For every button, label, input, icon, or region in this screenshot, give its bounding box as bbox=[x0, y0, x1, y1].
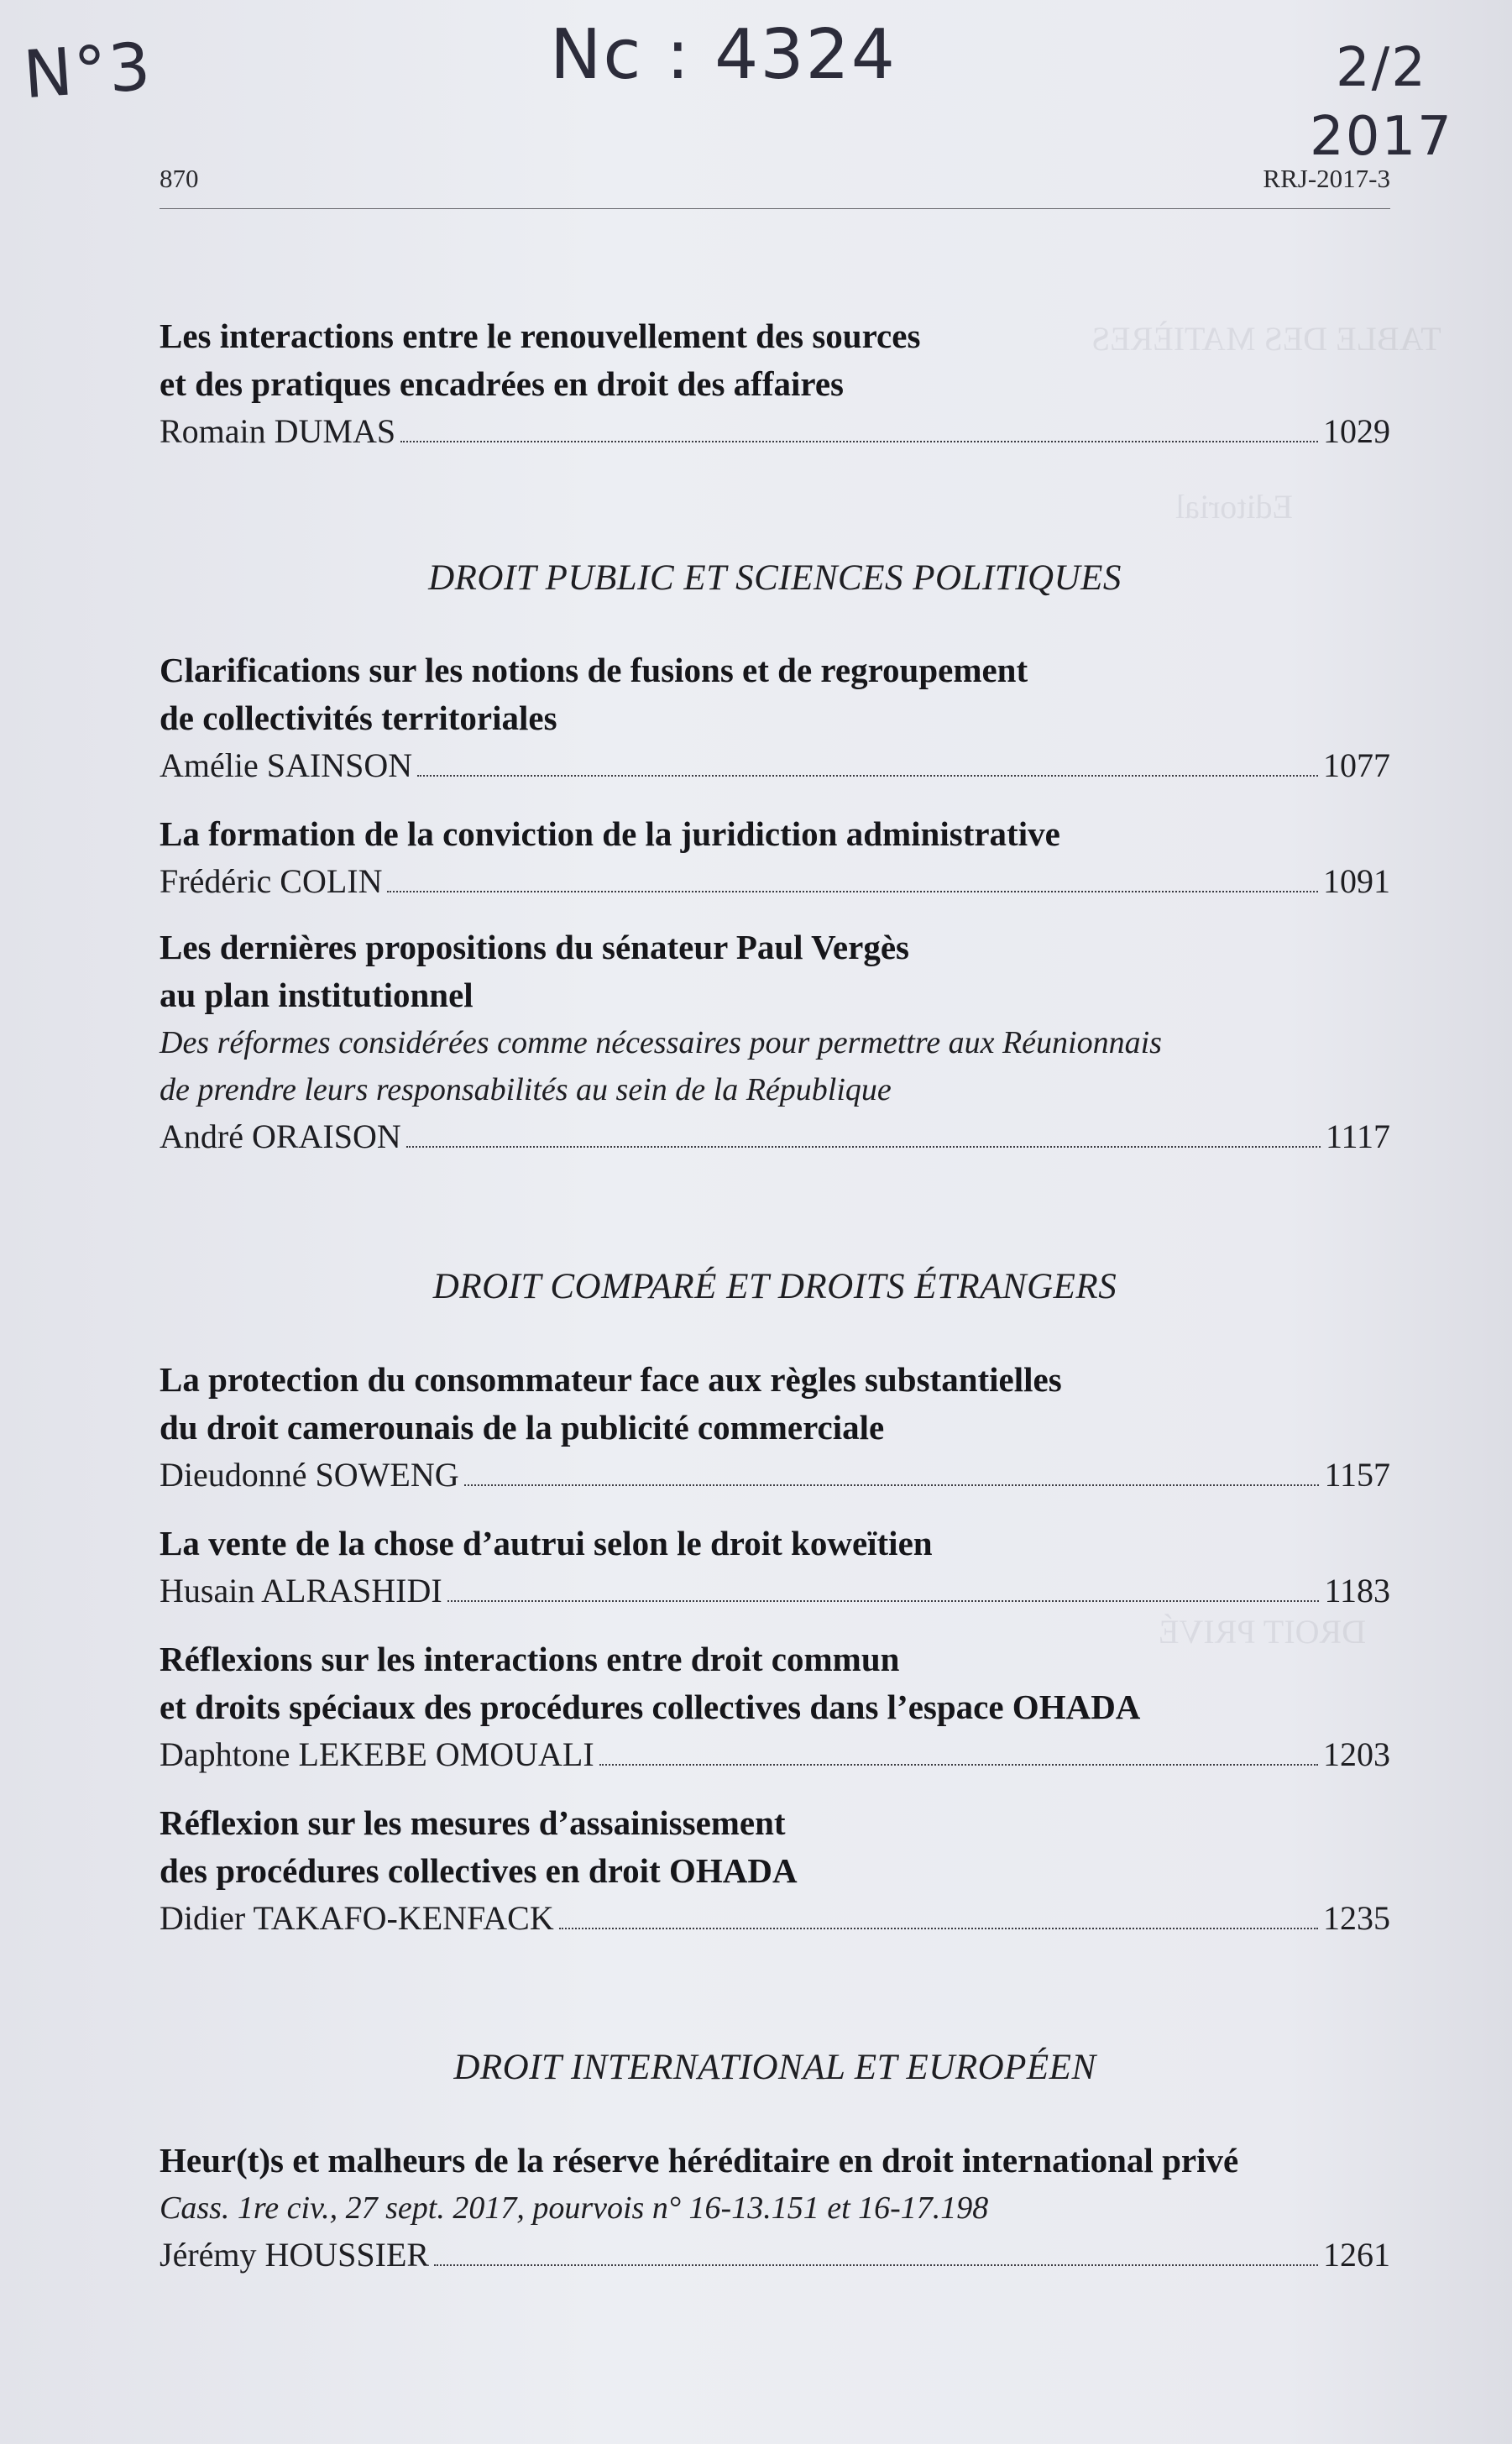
toc-entry bbox=[160, 1799, 1390, 1942]
handwritten-number-mark: N°3 bbox=[21, 29, 154, 114]
entry-title: Réflexions sur les interactions entre droit commun bbox=[160, 1640, 900, 1678]
toc-entry bbox=[160, 810, 1390, 905]
entry-author-line bbox=[160, 1731, 1390, 1778]
header-page-number: 870 bbox=[160, 164, 199, 193]
entry-author-line bbox=[160, 1113, 1390, 1160]
entry-page-number: 1117 bbox=[1325, 1117, 1390, 1155]
entry-author: Didier TAKAFO-KENFACK bbox=[160, 1899, 554, 1937]
entry-title: Heur(t)s et malheurs de la réserve héréditaire en droit international privé bbox=[160, 2141, 1239, 2180]
leader-dots bbox=[406, 1145, 1321, 1148]
leader-dots bbox=[387, 890, 1318, 892]
leader-dots bbox=[559, 1927, 1318, 1929]
entry-page-number: 1157 bbox=[1324, 1456, 1390, 1494]
entry-author: Romain DUMAS bbox=[160, 412, 396, 450]
entry-title: et des pratiques encadrées en droit des affaires bbox=[160, 364, 844, 403]
leader-dots bbox=[400, 440, 1318, 442]
leader-dots bbox=[447, 1599, 1320, 1602]
section-heading: DROIT COMPARÉ ET DROITS ÉTRANGERS bbox=[432, 1267, 1117, 1306]
entry-page-number: 1077 bbox=[1323, 746, 1390, 784]
leader-dots bbox=[417, 774, 1318, 777]
entry-subtitle: Des réformes considérées comme nécessaires pour permettre aux Réunionnais bbox=[160, 1025, 1162, 1060]
toc-entry bbox=[160, 312, 1390, 455]
entry-page-number: 1091 bbox=[1323, 862, 1390, 900]
entry-page-number: 1183 bbox=[1324, 1572, 1390, 1609]
header-rule bbox=[160, 208, 1390, 209]
entry-title: et droits spéciaux des procédures collectives dans l’espace OHADA bbox=[160, 1688, 1141, 1726]
toc-entry bbox=[160, 1520, 1390, 1615]
entry-author-line bbox=[160, 1452, 1390, 1499]
leader-dots bbox=[434, 2263, 1318, 2266]
handwritten-date-top: 2/2 bbox=[1335, 37, 1427, 99]
entry-author: André ORAISON bbox=[160, 1117, 401, 1155]
entry-title: La protection du consommateur face aux règles substantielles bbox=[160, 1360, 1062, 1399]
show-through-text: DROIT PRIVÉ bbox=[1159, 1613, 1367, 1651]
show-through-text: TABLE DES MATIÈRES bbox=[1091, 320, 1441, 358]
entry-page-number: 1203 bbox=[1323, 1735, 1390, 1773]
leader-dots bbox=[599, 1763, 1318, 1766]
entry-author: Jérémy HOUSSIER bbox=[160, 2236, 430, 2274]
entry-page-number: 1235 bbox=[1323, 1899, 1390, 1937]
handwritten-date-bottom: 2017 bbox=[1310, 106, 1453, 168]
entry-author-line bbox=[160, 408, 1390, 455]
entry-subtitle: Cass. 1re civ., 27 sept. 2017, pourvois n° 16-13.151 et 16-17.198 bbox=[160, 2190, 989, 2226]
section-heading: DROIT INTERNATIONAL ET EUROPÉEN bbox=[453, 2048, 1096, 2087]
entry-title: Les dernières propositions du sénateur Paul Vergès bbox=[160, 928, 909, 966]
entry-title: La formation de la conviction de la juridiction administrative bbox=[160, 814, 1060, 853]
entry-author-line bbox=[160, 1567, 1390, 1615]
entry-title: Les interactions entre le renouvellement des sources bbox=[160, 317, 921, 355]
entry-author: Dieudonné SOWENG bbox=[160, 1456, 459, 1494]
leader-dots bbox=[464, 1484, 1320, 1486]
entry-author: Amélie SAINSON bbox=[160, 746, 413, 784]
entry-page-number: 1261 bbox=[1323, 2236, 1390, 2274]
handwritten-date-mark bbox=[1310, 34, 1453, 171]
entry-title: La vente de la chose d’autrui selon le droit koweïtien bbox=[160, 1524, 933, 1562]
entry-page-number: 1029 bbox=[1323, 412, 1390, 450]
entry-title: Réflexion sur les mesures d’assainissement bbox=[160, 1803, 786, 1842]
toc-entry bbox=[160, 1356, 1390, 1499]
header-journal-ref: RRJ-2017-3 bbox=[1263, 164, 1390, 193]
entry-author-line bbox=[160, 858, 1390, 905]
toc-entry bbox=[160, 646, 1390, 789]
entry-author-line bbox=[160, 2232, 1390, 2279]
entry-title: de collectivités territoriales bbox=[160, 699, 557, 737]
section-heading: DROIT PUBLIC ET SCIENCES POLITIQUES bbox=[428, 558, 1122, 598]
entry-title: des procédures collectives en droit OHADA bbox=[160, 1851, 798, 1890]
entry-author: Daphtone LEKEBE OMOUALI bbox=[160, 1735, 594, 1773]
entry-title: Clarifications sur les notions de fusions et de regroupement bbox=[160, 651, 1028, 689]
toc-entry bbox=[160, 2137, 1390, 2279]
entry-subtitle: de prendre leurs responsabilités au sein de la République bbox=[160, 1072, 892, 1107]
show-through-text: Editorial bbox=[1175, 488, 1293, 526]
toc-entry bbox=[160, 1635, 1390, 1778]
entry-author: Frédéric COLIN bbox=[160, 862, 383, 900]
entry-title: au plan institutionnel bbox=[160, 976, 473, 1014]
entry-author: Husain ALRASHIDI bbox=[160, 1572, 442, 1609]
entry-title: du droit camerounais de la publicité commerciale bbox=[160, 1408, 885, 1447]
handwritten-nc-mark: Nc : 4324 bbox=[550, 15, 897, 95]
toc-entry bbox=[160, 924, 1390, 1160]
entry-author-line bbox=[160, 742, 1390, 789]
entry-author-line bbox=[160, 1895, 1390, 1942]
